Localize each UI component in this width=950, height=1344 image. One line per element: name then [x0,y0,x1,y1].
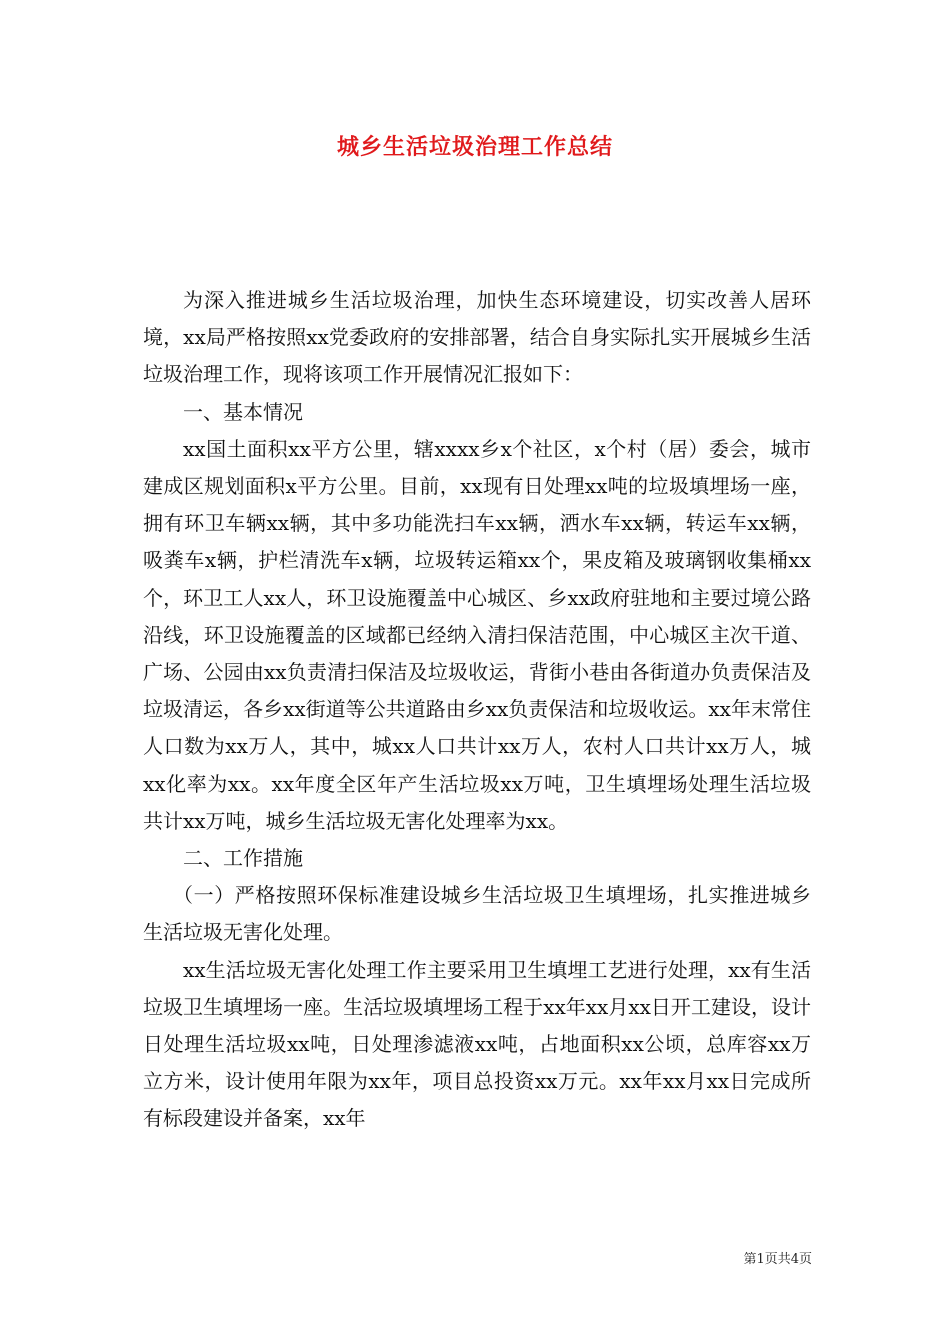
page-title: 城乡生活垃圾治理工作总结 [336,134,613,160]
document-body [143,282,811,1138]
section-heading-work-measures: 二、工作措施 [183,846,303,871]
landfill-paragraph: xx生活垃圾无害化处理工作主要采用卫生填埋工艺进行处理，xx有生活垃圾卫生填埋场一座。生活垃圾填埋场工程于xx年xx月xx日开工建设，设计日处理生活垃圾xx吨，日处理渗滤液xx吨，占地面积xx公顷，总库容xx万立方米，设计使用年限为xx年，项目总投资xx万元。xx年xx月xx日完成所有标段建设并备案，xx年 [143,957,811,1131]
section-heading-basic-situation: 一、基本情况 [183,399,303,424]
basic-situation-paragraph: xx国土面积xx平方公里，辖xxxx乡x个社区，x个村（居）委会，城市建成区规划面积x平方公里。目前，xx现有日处理xx吨的垃圾填埋场一座，拥有环卫车辆xx辆，其中多功能洗扫车xx辆，洒水车xx辆，转运车xx辆，吸粪车x辆，护栏清洗车x辆，垃圾转运箱xx个，果皮箱及玻璃钢收集桶xx个，环卫工人xx人，环卫设施覆盖中心城区、乡xx政府驻地和主要过境公路沿线，环卫设施覆盖的区域都已经纳入清扫保洁范围，中心城区主次干道、广场、公园由xx负责清扫保洁及垃圾收运，背街小巷由各街道办负责保洁及垃圾清运，各乡xx街道等公共道路由乡xx负责保洁和垃圾收运。xx年末常住人口数为xx万人，其中，城xx人口共计xx万人，农村人口共计xx万人，城xx化率为xx。xx年度全区年产生活垃圾xx万吨，卫生填埋场处理生活垃圾共计xx万吨，城乡生活垃圾无害化处理率为xx。 [143,436,811,833]
subsection-heading-1: （一）严格按照环保标准建设城乡生活垃圾卫生填埋场，扎实推进城乡生活垃圾无害化处理。 [143,883,811,945]
page-number: 第1页共4页 [743,1252,812,1267]
intro-paragraph: 为深入推进城乡生活垃圾治理，加快生态环境建设，切实改善人居环境，xx局严格按照xx党委政府的安排部署，结合自身实际扎实开展城乡生活垃圾治理工作，现将该项工作开展情况汇报如下： [143,288,811,387]
